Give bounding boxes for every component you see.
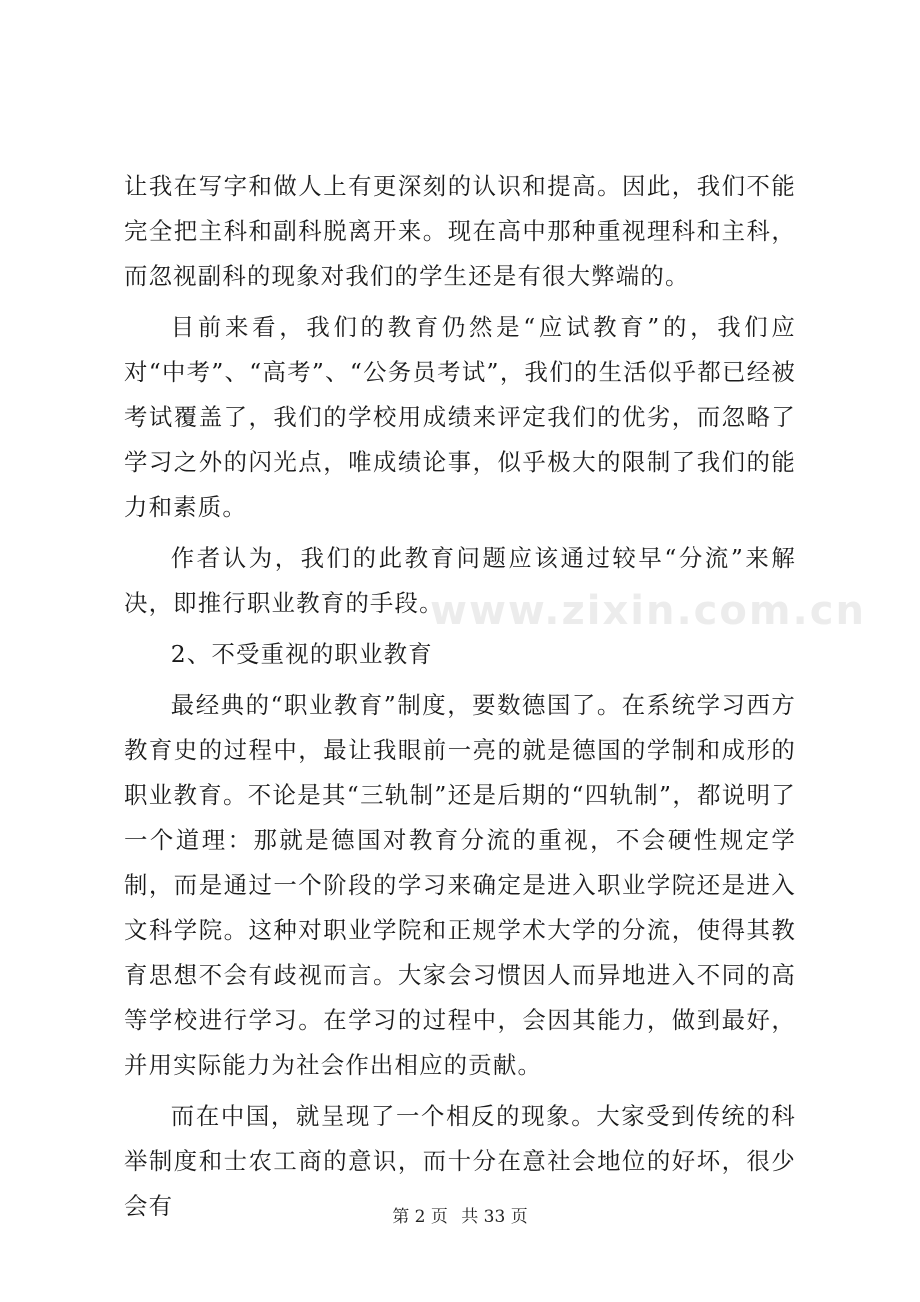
watermark: www.zixin.com.cn	[430, 588, 866, 634]
page-total: 共 33 页	[461, 1207, 528, 1227]
paragraph-5: 而在中国，就呈现了一个相反的现象。大家受到传统的科举制度和士农工商的意识，而十分在意社会地位的好坏，很少会有	[124, 1102, 796, 1220]
page-number: 第 2 页	[392, 1207, 448, 1227]
paragraph-2: 目前来看，我们的教育仍然是“应试教育”的，我们应对“中考”、“高考”、“公务员考试”，我们的生活似乎都已经被考试覆盖了，我们的学校用成绩来评定我们的优劣，而忽略了学习之外的闪光点，唯成绩论事，似乎极大的限制了我们的能力和素质。	[124, 313, 796, 521]
paragraph-3: 作者认为，我们的此教育问题应该通过较早“分流”来解决，即推行职业教育的手段。	[124, 544, 796, 617]
paragraph-1: 让我在写字和做人上有更深刻的认识和提高。因此，我们不能完全把主科和副科脱离开来。现在高中那种重视理科和主科，而忽视副科的现象对我们的学生还是有很大弊端的。	[124, 172, 796, 290]
page-footer	[0, 1202, 920, 1227]
section-heading: 2、不受重视的职业教育	[170, 640, 433, 668]
document-body	[124, 164, 796, 1235]
paragraph-4: 最经典的“职业教育”制度，要数德国了。在系统学习西方教育史的过程中，最让我眼前一亮的就是德国的学制和成形的职业教育。不论是其“三轨制”还是后期的“四轨制”，都说明了一个道理：那就是德国对教育分流的重视，不会硬性规定学制，而是通过一个阶段的学习来确定是进入职业学院还是进入文科学院。这种对职业学院和正规学术大学的分流，使得其教育思想不会有歧视而言。大家会习惯因人而异地进入不同的高等学校进行学习。在学习的过程中，会因其能力，做到最好，并用实际能力为社会作出相应的贡献。	[124, 691, 796, 1079]
